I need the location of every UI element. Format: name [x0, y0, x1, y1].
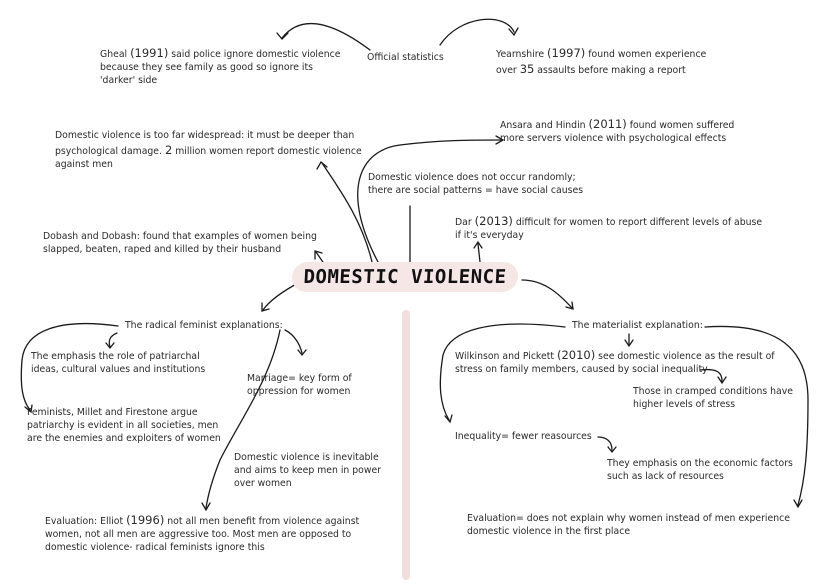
- arrow-title-dar: [478, 244, 480, 262]
- node-yearnshire: Yearnshire (1997) found women experience over 35 assaults before making a report: [496, 46, 707, 76]
- node-patriarchal: The emphasis the role of patriarchal ideas, cultural values and institutions: [31, 351, 206, 375]
- node-dar: Dar (2013) difficult for women to report different levels of abuse if it's everyday: [455, 214, 763, 241]
- node-radical-feminist: The radical feminist explanations:: [125, 320, 283, 331]
- node-gheal: Gheal (1991) said police ignore domestic violence because they see family as good so ignore its 'darker' side: [100, 46, 341, 86]
- node-marriage: Marriage= key form of oppression for women: [247, 373, 352, 397]
- node-official-statistics: Official statistics: [367, 52, 444, 63]
- node-economic: They emphasis on the economic factors such as lack of resources: [607, 458, 793, 482]
- node-ansara: Ansara and Hindin (2011) found women suffered more servers violence with psychological effects: [500, 117, 735, 144]
- node-not-random: Domestic violence does not occur randomly; there are social patterns = have social causes: [368, 172, 584, 196]
- node-evaluation-right: Evaluation= does not explain why women instead of men experience domestic violence in the first place: [467, 513, 790, 537]
- arrow-title-materialist: [522, 280, 572, 308]
- arrow-title-widespread: [322, 163, 372, 262]
- node-widespread: Domestic violence is too far widespread: it must be deeper than psychological damage. 2 million women report domestic violence against men: [55, 130, 362, 170]
- main-title: DOMESTIC VIOLENCE: [291, 262, 519, 292]
- node-cramped: Those in cramped conditions have higher levels of stress: [633, 386, 793, 410]
- node-dobash: Dobash and Dobash: found that examples of women being slapped, beaten, raped and killed by their husband: [43, 231, 317, 255]
- node-wilkinson: Wilkinson and Pickett (2010) see domestic violence as the result of stress on family members, caused by social inequality: [455, 348, 775, 375]
- arrow-title-ansara: [358, 140, 502, 262]
- node-feminists: Feminists, Millet and Firestone argue patriarchy is evident in all societies, men are the enemies and exploiters of women: [27, 407, 221, 444]
- node-inevitable: Domestic violence is inevitable and aims to keep men in power over women: [234, 452, 382, 489]
- node-materialist: The materialist explanation:: [572, 320, 703, 331]
- node-inequality: Inequality= fewer reasources: [455, 431, 592, 442]
- arrow-official-yearnshire: [440, 19, 514, 45]
- node-evaluation-left: Evaluation: Elliot (1996) not all men benefit from violence against women, not all men are aggressive too. Most men are opposed to domestic violence- radical feminists ignore this: [45, 513, 360, 553]
